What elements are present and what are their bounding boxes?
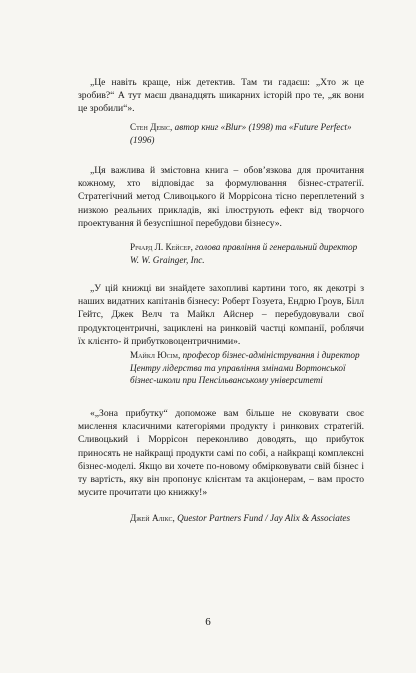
attribution-name: Стен Девіс,	[130, 122, 173, 132]
attribution-name: Майкл Юсім,	[130, 350, 181, 360]
quote-attribution	[130, 349, 366, 387]
quote-attribution	[130, 241, 366, 266]
attribution-role: голова правління й генеральний директор W. W. Grainger, Inc.	[130, 242, 358, 265]
quote-text: „У цій книжці ви знайдете захопливі картини того, як декотрі з наших видатних капітанів бізнесу: Роберт Гозуета, Ендрю Гроув, Білл Гейтс, Джек Велч та Майкл Айснер – перебудовували свої продуктоцентричні, зациклені на ринковій частці компанії, роблячи їх клієнто- й прибутковоцентричними».	[78, 283, 364, 347]
attribution-role: Questor Partners Fund / Jay Alix & Associates	[174, 513, 351, 523]
attribution-role: професор бізнес-адміністрування і директор Центру лідерства та управління змінами Вортонської бізнес-школи при Пенсільванському університеті	[130, 350, 360, 386]
quote-text: „Ця важлива й змістовна книга – обов’язкова для прочитання кожному, хто відповідає за формулювання бізнес-стратегії. Стратегічний метод Сливоцького й Моррісона тісно переплетений з низкою реальних прикладів, які ілюструють ефект від творчого проектування й безуспішної перебудови бізнесу».	[78, 165, 364, 229]
quote-text: „Це навіть краще, ніж детектив. Там ти гадаєш: „Хто ж це зробив?“ А тут маєш дванадцять шикарних історій про те, „як вони це зробили“».	[78, 77, 364, 115]
quote-text: «„Зона прибутку“ допоможе вам більше не сковувати своє мислення класичними категоріями продукту і ринкових стратегій. Сливоцький і Моррісон переконливо доводять, що прибуток приносять не найкращі продукти самі по собі, а найкращі комплексні бізнес-моделі. Якщо ви хочете по-новому обмірковувати свій бізнес і ту вартість, яку він пропонує клієнтам та акціонерам, – вам просто мусите прочитати цю книжку!»	[78, 408, 364, 499]
quote-attribution	[130, 512, 366, 525]
attribution-name: Джей Алікс,	[130, 513, 175, 523]
attribution-role: автор книг «Blur» (1998) та «Future Perfect» (1996)	[130, 122, 352, 145]
quote-attribution	[130, 121, 366, 146]
attribution-name: Річард Л. Кейсер,	[130, 242, 193, 252]
page-number: 6	[205, 616, 211, 628]
